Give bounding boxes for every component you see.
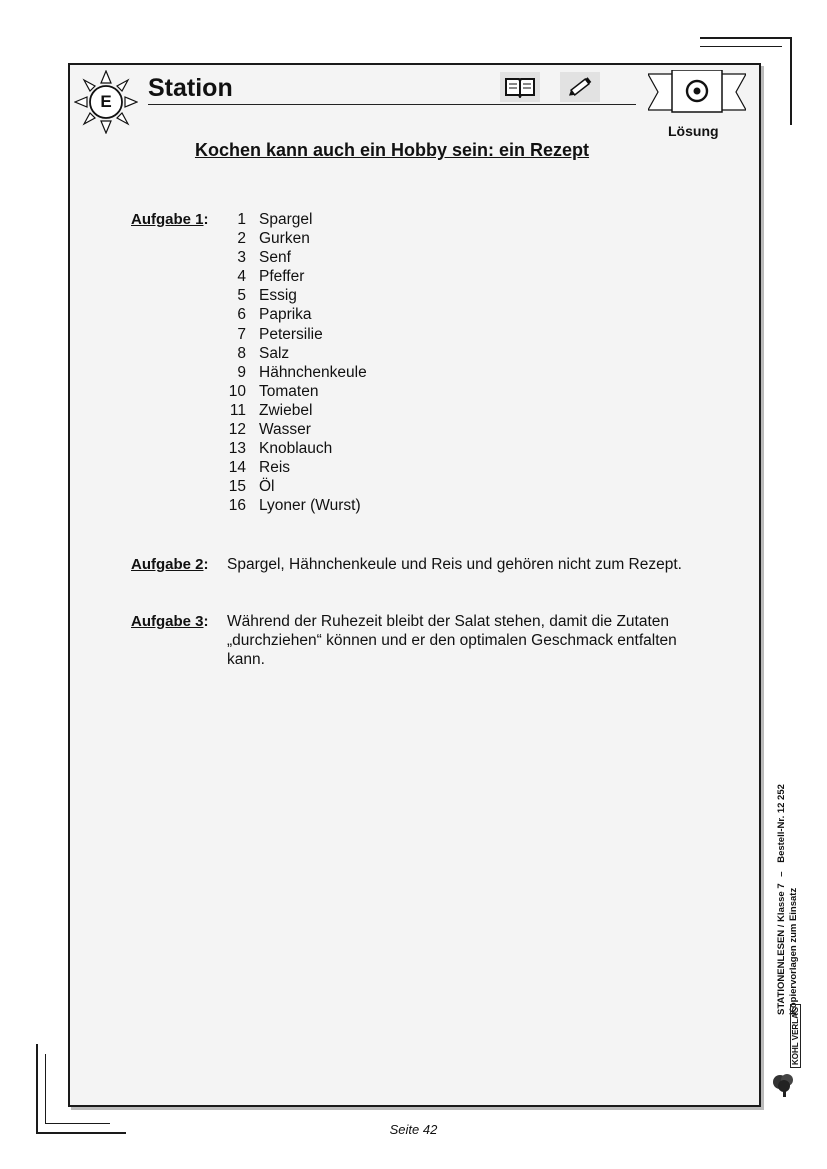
- frame-left-line: [36, 1044, 38, 1134]
- solution-label: Lösung: [668, 123, 719, 139]
- station-title: Station: [148, 74, 233, 102]
- ingredient-name: Wasser: [259, 421, 311, 439]
- ingredient-item: [222, 401, 367, 420]
- ingredient-number: 3: [237, 249, 246, 267]
- task1-label-text: Aufgabe 1: [131, 211, 204, 228]
- task3-answer: [227, 612, 707, 669]
- ingredient-number: 15: [228, 478, 246, 496]
- ingredient-number: 11: [229, 401, 246, 419]
- solution-ribbon: [648, 70, 746, 120]
- ingredient-name: Lyoner (Wurst): [259, 497, 361, 515]
- ingredient-name: Pfeffer: [259, 268, 305, 286]
- ingredient-item: [222, 344, 367, 363]
- ingredient-item: [222, 420, 367, 439]
- book-icon: [504, 76, 536, 98]
- ingredient-item: [222, 363, 367, 382]
- ingredient-name: Gurken: [259, 230, 310, 248]
- sidebar-line1: STATIONENLESEN / Klasse 7 – Bestell-Nr. 12 252: [776, 784, 787, 1015]
- ingredient-item: [222, 286, 367, 305]
- ingredient-list: [222, 210, 367, 516]
- book-icon-box: [500, 72, 540, 102]
- task3-label-text: Aufgabe 3: [131, 613, 204, 630]
- ingredient-name: Paprika: [259, 306, 312, 324]
- publisher-sidebar: [776, 770, 800, 1015]
- ingredient-name: Knoblauch: [259, 440, 333, 458]
- ingredient-name: Öl: [259, 478, 275, 496]
- ingredient-number: 13: [228, 440, 246, 458]
- ingredient-number: 12: [228, 421, 246, 439]
- sidebar-line2: Kopiervorlagen zum Einsatz: [788, 887, 799, 1015]
- frame-left-line-inner: [45, 1054, 46, 1124]
- ingredient-number: 1: [237, 211, 246, 228]
- ingredient-number: 6: [237, 306, 246, 324]
- ingredient-name: Tomaten: [259, 382, 319, 400]
- ingredient-number: 4: [237, 268, 246, 286]
- ingredient-item: [222, 210, 367, 229]
- ingredient-number: 10: [228, 382, 246, 400]
- task2-label-text: Aufgabe 2: [131, 556, 204, 573]
- ingredient-name: Hähnchenkeule: [259, 363, 367, 381]
- ingredient-item: [222, 439, 367, 458]
- ingredient-item: [222, 267, 367, 286]
- ingredient-number: 5: [237, 287, 246, 305]
- ingredient-number: 7: [237, 325, 246, 343]
- ingredient-item: [222, 305, 367, 324]
- station-badge-letter: E: [100, 92, 112, 111]
- task2-answer: Spargel, Hähnchenkeule und Reis und gehören nicht zum Rezept.: [227, 556, 682, 573]
- ingredient-name: Petersilie: [259, 325, 323, 343]
- ingredient-name: Zwiebel: [259, 401, 313, 419]
- ingredient-name: Reis: [259, 459, 291, 477]
- task3-line: „durchziehen“ können und er den optimalen Geschmack entfalten: [227, 632, 677, 649]
- ingredient-number: 2: [237, 230, 246, 248]
- publisher-logo: KOHL VERLAG: [790, 1004, 801, 1068]
- pencil-icon-box: [560, 72, 600, 102]
- ingredient-item: [222, 477, 367, 496]
- page-number: Seite 42: [389, 1122, 438, 1137]
- frame-right-line: [790, 37, 792, 125]
- page-title: Kochen kann auch ein Hobby sein: ein Rezept: [194, 140, 590, 160]
- task1-label: Aufgabe 1:: [131, 211, 209, 228]
- ingredient-item: [222, 325, 367, 344]
- tree-logo-icon: [770, 1072, 800, 1098]
- task2-label: Aufgabe 2:: [131, 556, 209, 573]
- ingredient-name: Spargel: [259, 211, 313, 228]
- ingredient-item: [222, 458, 367, 477]
- ingredient-item: [222, 248, 367, 267]
- ingredient-item: [222, 496, 367, 515]
- ingredient-name: Senf: [259, 249, 291, 267]
- ingredient-name: Salz: [259, 344, 290, 362]
- ingredient-item: [222, 382, 367, 401]
- ingredient-number: 16: [228, 497, 246, 515]
- pencil-icon: [566, 75, 594, 99]
- task3-line: kann.: [227, 651, 265, 668]
- ingredient-number: 8: [237, 344, 246, 362]
- header-rule: [148, 104, 636, 105]
- frame-top-line-inner: [700, 46, 782, 47]
- ingredient-item: [222, 229, 367, 248]
- ingredient-number: 14: [228, 459, 246, 477]
- ingredient-number: 9: [237, 363, 246, 381]
- task3-label: Aufgabe 3:: [131, 613, 209, 630]
- frame-top-line: [700, 37, 792, 39]
- ingredient-name: Essig: [259, 287, 297, 305]
- task3-line: Während der Ruhezeit bleibt der Salat stehen, damit die Zutaten: [227, 613, 670, 630]
